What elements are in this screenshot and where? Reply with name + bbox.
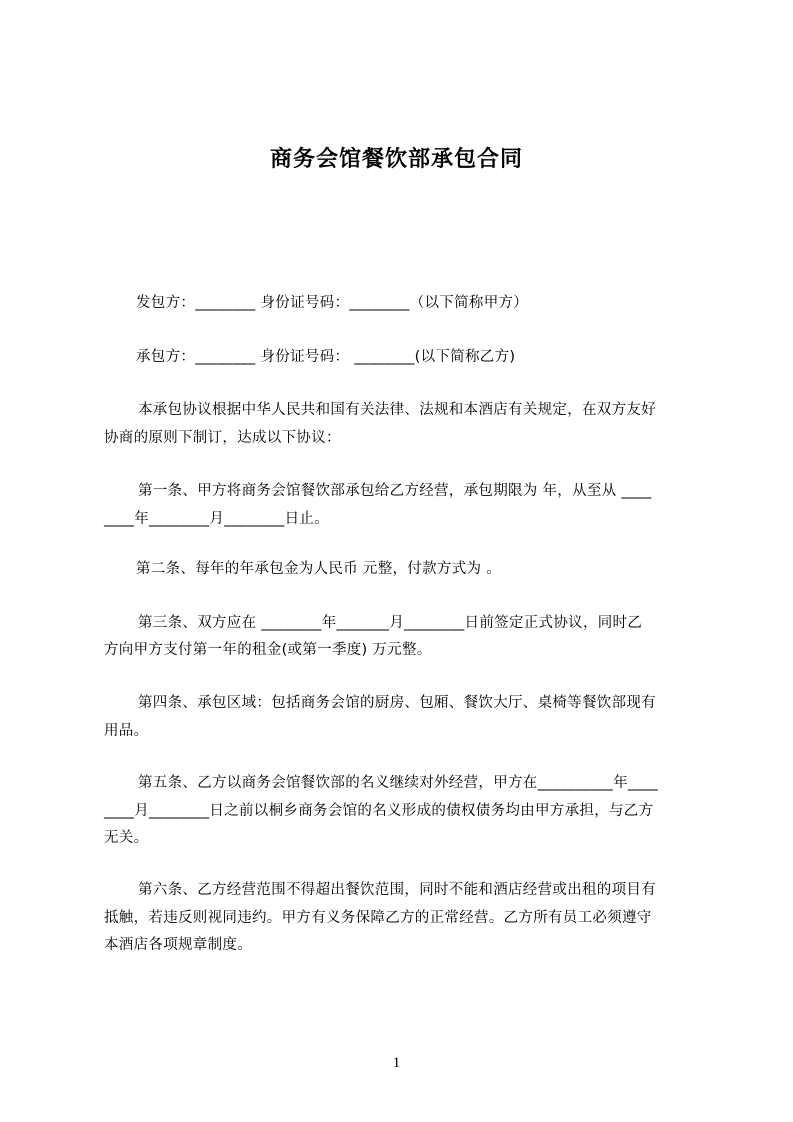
- contractor-line: 承包方：________ 身份证号码： ________(以下简称乙方): [136, 349, 516, 365]
- issuer-line: 发包方：________ 身份证号码：________（以下简称甲方）: [136, 295, 529, 311]
- preamble-line-1: 本承包协议根据中华人民共和国有关法律、法规和本酒店有关规定，在双方友好: [138, 402, 656, 418]
- contract-title: 商务会馆餐饮部承包合同: [269, 147, 523, 172]
- article-4-line-1: 第四条、承包区域：包括商务会馆的厨房、包厢、餐饮大厅、桌椅等餐饮部现有: [138, 695, 656, 711]
- article-1-line-1: 第一条、甲方将商务会馆餐饮部承包给乙方经营，承包期限为 年，从至从 ____: [138, 483, 652, 499]
- article-6-line-3: 本酒店各项规章制度。: [104, 937, 252, 953]
- article-5-line-1: 第五条、乙方以商务会馆餐饮部的名义继续对外经营，甲方在__________年____: [138, 775, 659, 791]
- article-6-line-2: 抵触，若违反则视同违约。甲方有义务保障乙方的正常经营。乙方所有员工必须遵守: [104, 910, 652, 926]
- preamble-line-2: 协商的原则下制订，达成以下协议：: [104, 430, 341, 446]
- article-5-line-3: 无关。: [104, 830, 149, 846]
- article-1-line-2: ____年________月________日止。: [104, 511, 329, 527]
- article-5-line-2: ____月________日之前以桐乡商务会馆的名义形成的债权债务均由甲方承担，与乙方: [104, 803, 654, 819]
- article-3-line-2: 方向甲方支付第一年的租金(或第一季度) 万元整。: [104, 642, 432, 658]
- article-4-line-2: 用品。: [104, 723, 149, 739]
- article-6-line-1: 第六条、乙方经营范围不得超出餐饮范围，同时不能和酒店经营或出租的项目有: [138, 882, 656, 898]
- article-3-line-1: 第三条、双方应在 ________年_______月________日前签定正式协议，同时乙: [138, 615, 643, 631]
- article-2-line-1: 第二条、每年的年承包金为人民币 元整，付款方式为 。: [136, 561, 502, 577]
- page-number: 1: [392, 1055, 401, 1071]
